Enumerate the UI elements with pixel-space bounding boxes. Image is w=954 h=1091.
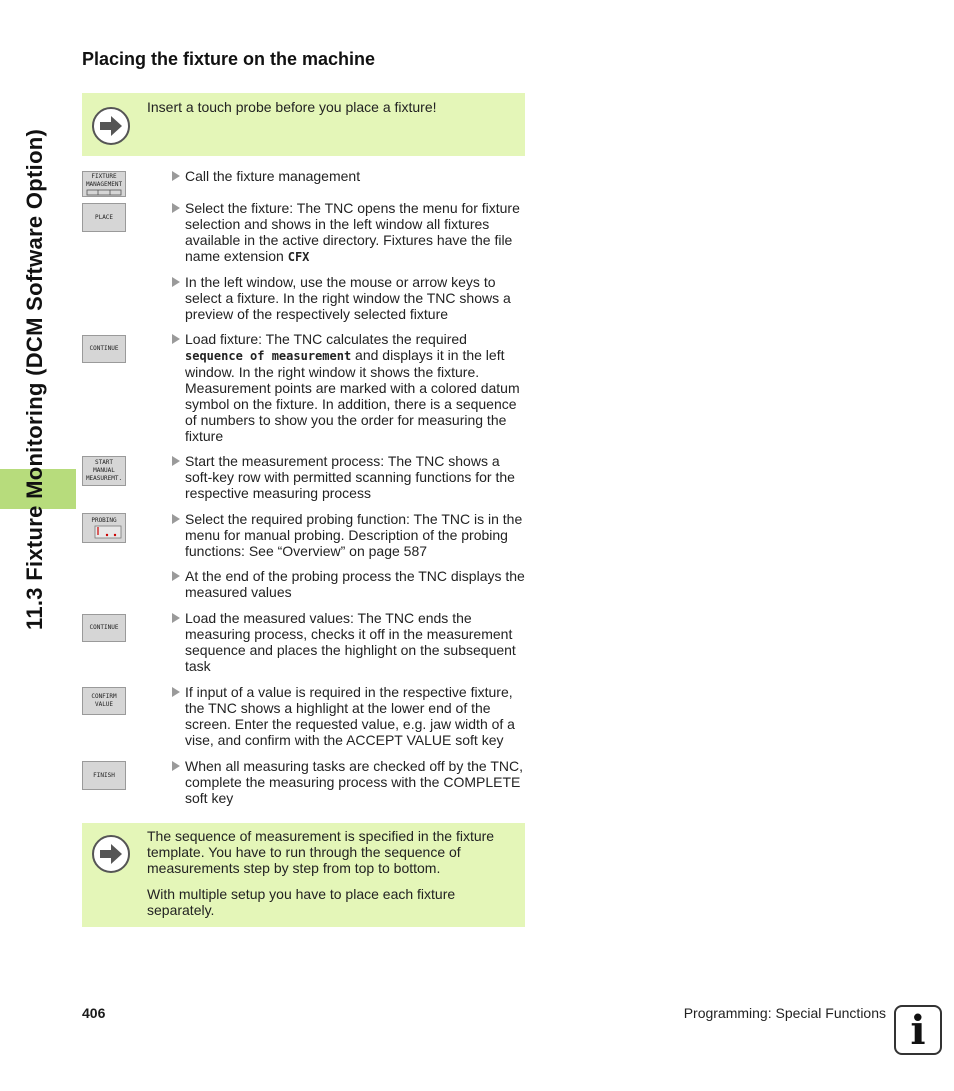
probing-icon [85,525,123,539]
confirm-value-softkey[interactable]: CONFIRM VALUE [82,687,126,715]
step-5: Start the measurement process: The TNC shows a soft-key row with permitted scanning functions for the respective measuring process [172,453,527,501]
footer-section-title: Programming: Special Functions [683,1005,886,1021]
arrow-right-icon [92,107,130,145]
step-10: When all measuring tasks are checked off by the TNC, complete the measuring process with the COMPLETE soft key [172,758,527,806]
note-box-bottom [82,823,525,927]
note-box-top [82,93,525,156]
bullet-triangle-icon [172,456,180,466]
note-bottom-paragraph-1: The sequence of measurement is specified in the fixture template. You have to run through the sequence of measurements step by step from top to bottom. [147,828,495,876]
step-1: Call the fixture management [172,168,527,184]
bullet-triangle-icon [172,171,180,181]
probing-softkey[interactable]: PROBING [82,513,126,543]
section-heading: Placing the fixture on the machine [82,49,376,69]
bullet-triangle-icon [172,687,180,697]
step-9: If input of a value is required in the respective fixture, the TNC shows a highlight at the lower end of the screen. Enter the requested value, e.g. jaw width of a vise, and confirm with the ACCEPT VALUE soft key [172,684,527,748]
info-icon: i [894,1005,942,1055]
finish-softkey[interactable]: FINISH [82,761,126,790]
step-3: In the left window, use the mouse or arrow keys to select a fixture. In the right window the TNC shows a preview of the respectively selected fixture [172,274,527,322]
bullet-triangle-icon [172,514,180,524]
step-7: At the end of the probing process the TNC displays the measured values [172,568,527,600]
bullet-triangle-icon [172,203,180,213]
place-softkey[interactable]: PLACE [82,203,126,232]
fixture-management-softkey[interactable]: FIXTURE MANAGEMENT [82,171,126,197]
step-8: Load the measured values: The TNC ends the measuring process, checks it off in the measurement sequence and places the highlight on the subsequent task [172,610,527,674]
start-manual-measurement-softkey[interactable]: START MANUAL MEASUREMT. [82,456,126,486]
bullet-triangle-icon [172,613,180,623]
note-bottom-paragraph-2: With multiple setup you have to place each fixture separately. [147,886,456,918]
note-top-text: Insert a touch probe before you place a fixture! [147,99,437,115]
bullet-triangle-icon [172,571,180,581]
step-4: Load fixture: The TNC calculates the required sequence of measurement and displays it in the left window. In the right window it shows the fixture. Measurement points are marked with a colored datum symbol on the fixture. In addition, there is a sequence of numbers to show you the order for measuring the fixture [172,331,527,444]
page-number: 406 [82,1005,106,1021]
continue-softkey[interactable]: CONTINUE [82,335,126,363]
chapter-title: 11.3 Fixture Monitoring (DCM Software Option) [22,128,47,630]
chapter-title-vertical [22,30,60,630]
bullet-triangle-icon [172,761,180,771]
step-6: Select the required probing function: The TNC is in the menu for manual probing. Description of the probing functions: See “Overview” on page 587 [172,511,527,559]
arrow-right-icon [92,835,130,873]
bullet-triangle-icon [172,277,180,287]
step-2: Select the fixture: The TNC opens the menu for fixture selection and shows in the left window all fixtures available in the active directory. Fixtures have the file name extension CFX [172,200,527,265]
bullet-triangle-icon [172,334,180,344]
fixture-grid-icon [86,189,122,196]
continue-softkey-2[interactable]: CONTINUE [82,614,126,642]
